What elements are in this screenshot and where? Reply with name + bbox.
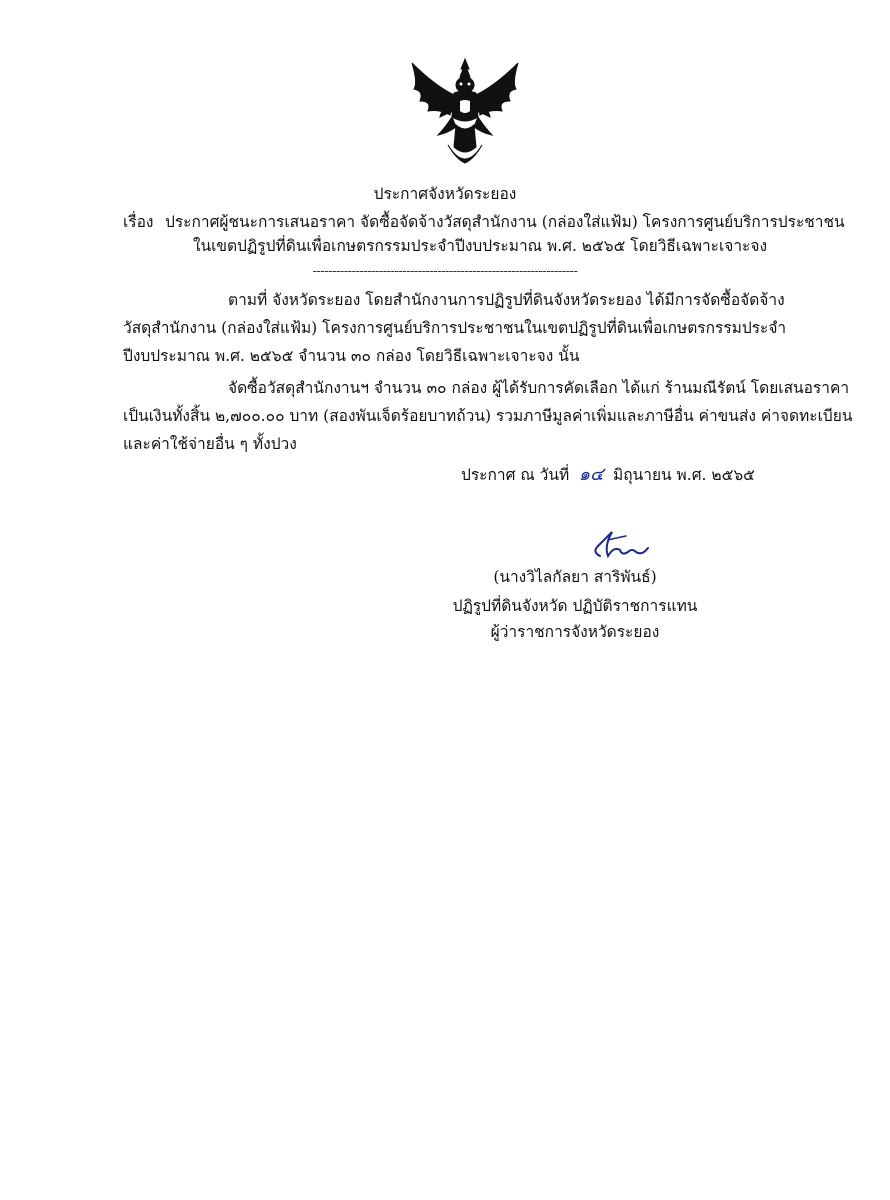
document-title: ประกาศจังหวัดระยอง [373, 185, 517, 203]
signatory-position-1: ปฏิรูปที่ดินจังหวัด ปฏิบัติราชการแทน [452, 597, 698, 615]
divider: -------------------------------------------------------------------- [312, 264, 578, 279]
paragraph-1-line-2: วัสดุสำนักงาน (กล่องใส่แฟ้ม) โครงการศูนย์บริการประชาชนในเขตปฏิรูปที่ดินเพื่อเกษตรกรรมประจำ [123, 319, 787, 337]
paragraph-2-line-1: จัดซื้อวัสดุสำนักงานฯ จำนวน ๓๐ กล่อง ผู้ได้รับการคัดเลือก ได้แก่ ร้านมณีรัตน์ โดยเสนอราคา [228, 379, 850, 397]
subject-line-1: ประกาศผู้ชนะการเสนอราคา จัดซื้อจัดจ้างวัสดุสำนักงาน (กล่องใส่แฟ้ม) โครงการศูนย์บริการประชาชน [165, 213, 845, 231]
signatory-position-2: ผู้ว่าราชการจังหวัดระยอง [490, 623, 660, 641]
paragraph-2-line-3: และค่าใช้จ่ายอื่น ๆ ทั้งปวง [123, 435, 297, 453]
subject-line-2: ในเขตปฏิรูปที่ดินเพื่อเกษตรกรรมประจำปีงบประมาณ พ.ศ. ๒๕๖๕ โดยวิธีเฉพาะเจาะจง [192, 237, 768, 255]
announcement-date [461, 465, 755, 485]
paragraph-1-line-1: ตามที่ จังหวัดระยอง โดยสำนักงานการปฏิรูปที่ดินจังหวัดระยอง ได้มีการจัดซื้อจัดจ้าง [228, 291, 785, 309]
announcement-day: ๑๔ [578, 464, 604, 485]
announcement-suffix: มิถุนายน พ.ศ. ๒๕๖๕ [613, 466, 755, 484]
announcement-prefix: ประกาศ ณ วันที่ [461, 466, 570, 484]
garuda-emblem-icon [404, 55, 526, 177]
paragraph-2-line-2: เป็นเงินทั้งสิ้น ๒,๗๐๐.๐๐ บาท (สองพันเจ็ดร้อยบาทถ้วน) รวมภาษีมูลค่าเพิ่มและภาษีอื่น ค่าขนส่ง ค่าจดทะเบียน [123, 407, 853, 425]
signature-icon [586, 526, 658, 564]
signatory-name: (นางวิไลกัลยา สาริพันธ์) [493, 568, 657, 586]
subject-label: เรื่อง [123, 213, 154, 231]
paragraph-1-line-3: ปีงบประมาณ พ.ศ. ๒๕๖๕ จำนวน ๓๐ กล่อง โดยวิธีเฉพาะเจาะจง นั้น [123, 347, 580, 365]
